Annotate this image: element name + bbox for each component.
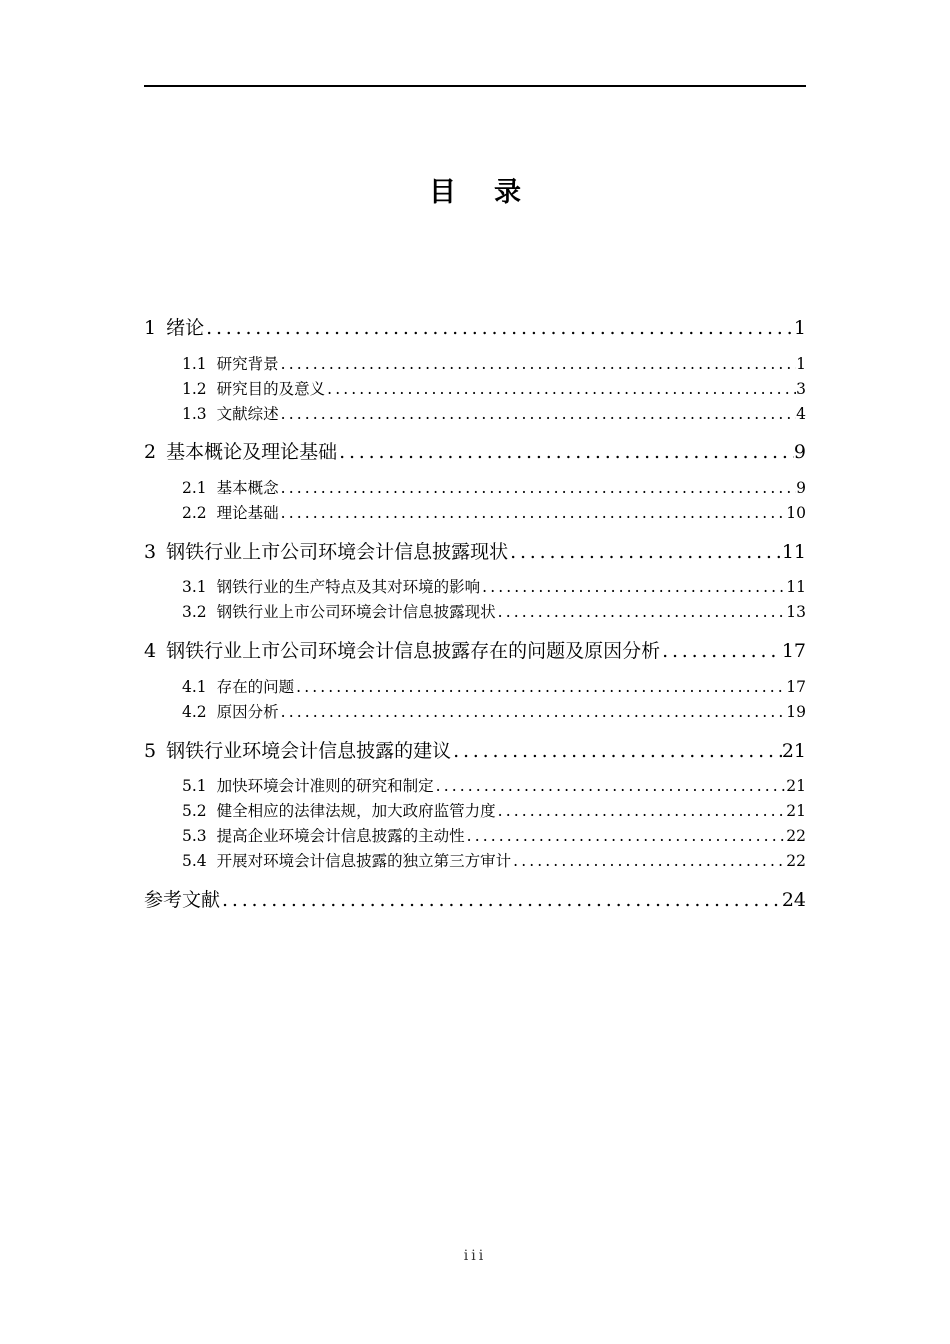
toc-section-number: 2.1: [182, 479, 207, 497]
toc-chapter-number: 3: [144, 541, 157, 563]
toc-page-number: 10: [786, 504, 806, 522]
toc-section-label: 钢铁行业的生产特点及其对环境的影响: [216, 578, 481, 596]
dot-leader: [294, 678, 786, 696]
dot-leader: [220, 889, 782, 911]
toc-page-number: 17: [781, 640, 806, 662]
toc-chapter-number: 5: [144, 740, 157, 762]
title-char-2: 录: [494, 177, 521, 208]
toc-section-5-1[interactable]: [182, 774, 806, 796]
toc-page-number: 13: [786, 603, 806, 621]
dot-leader: [325, 380, 796, 398]
toc-section-number: 4.2: [182, 703, 207, 721]
toc-section-3-2[interactable]: [182, 600, 806, 622]
toc-section-3-1[interactable]: [182, 575, 806, 597]
toc-section-1-1[interactable]: [182, 352, 806, 374]
header-rule: [144, 85, 806, 87]
toc-section-2-1[interactable]: [182, 476, 806, 498]
toc-section-label: 文献综述: [216, 405, 279, 423]
dot-leader: [279, 405, 796, 423]
toc-page-number: 11: [786, 578, 806, 596]
toc-section-label: 钢铁行业上市公司环境会计信息披露现状: [216, 603, 496, 621]
toc-section-number: 5.2: [182, 802, 207, 820]
dot-leader: [204, 317, 794, 339]
toc-chapter-2[interactable]: [144, 437, 806, 464]
toc-section-label: 健全相应的法律法规，加大政府监管力度: [216, 802, 496, 820]
dot-leader: [337, 441, 794, 463]
dot-leader: [279, 504, 787, 522]
dot-leader: [279, 479, 796, 497]
toc-section-label: 研究目的及意义: [216, 380, 326, 398]
toc-section-4-1[interactable]: [182, 675, 806, 697]
toc-chapter-label: 钢铁行业上市公司环境会计信息披露存在的问题及原因分析: [166, 640, 661, 662]
dot-leader: [511, 852, 786, 870]
dot-leader: [279, 703, 787, 721]
toc-section-label: 存在的问题: [216, 678, 295, 696]
toc-page-number: 21: [786, 777, 806, 795]
toc-page-number: 24: [781, 889, 806, 911]
toc-section-label: 研究背景: [216, 355, 279, 373]
dot-leader: [434, 777, 787, 795]
toc-section-1-3[interactable]: [182, 402, 806, 424]
dot-leader: [465, 827, 787, 845]
dot-leader: [451, 740, 782, 762]
toc-page-number: 1: [793, 317, 806, 339]
toc-page-number: 9: [796, 479, 806, 497]
dot-leader: [508, 541, 782, 563]
toc-chapter-number: 4: [144, 640, 157, 662]
toc-section-number: 3.2: [182, 603, 207, 621]
toc-chapter-5[interactable]: [144, 736, 806, 763]
toc-section-label: 理论基础: [216, 504, 279, 522]
dot-leader: [480, 578, 786, 596]
toc-section-label: 基本概念: [216, 479, 279, 497]
toc-page-number: 17: [786, 678, 806, 696]
page-title: [0, 170, 950, 209]
toc-page-number: 11: [781, 541, 806, 563]
toc-section-1-2[interactable]: [182, 377, 806, 399]
toc-section-2-2[interactable]: [182, 501, 806, 523]
toc-chapter-label: 绪论: [166, 317, 205, 339]
toc-section-number: 1.2: [182, 380, 207, 398]
toc-page-number: 4: [796, 405, 806, 423]
toc-chapter-4[interactable]: [144, 636, 806, 663]
toc-references-label: 参考文献: [144, 889, 221, 911]
toc-page-number: 21: [786, 802, 806, 820]
toc-section-number: 1.1: [182, 355, 207, 373]
toc-section-number: 4.1: [182, 678, 207, 696]
toc-page-number: 22: [786, 852, 806, 870]
toc-page-number: 3: [796, 380, 806, 398]
toc-section-label: 加快环境会计准则的研究和制定: [216, 777, 434, 795]
page-number-footer: iii: [463, 1248, 487, 1264]
toc-section-number: 2.2: [182, 504, 207, 522]
toc-references[interactable]: [144, 885, 806, 912]
toc-page-number: 9: [793, 441, 806, 463]
toc-page-number: 1: [796, 355, 806, 373]
toc-section-number: 5.1: [182, 777, 207, 795]
toc-page-number: 22: [786, 827, 806, 845]
toc-page-number: 19: [786, 703, 806, 721]
dot-leader: [660, 640, 782, 662]
toc-section-number: 5.4: [182, 852, 207, 870]
toc-section-5-3[interactable]: [182, 824, 806, 846]
toc-section-label: 开展对环境会计信息披露的独立第三方审计: [216, 852, 512, 870]
title-char-1: 目: [429, 177, 456, 208]
toc-section-number: 1.3: [182, 405, 207, 423]
toc-section-label: 原因分析: [216, 703, 279, 721]
toc-chapter-label: 钢铁行业上市公司环境会计信息披露现状: [166, 541, 509, 563]
toc-section-number: 5.3: [182, 827, 207, 845]
toc-section-4-2[interactable]: [182, 700, 806, 722]
toc-section-label: 提高企业环境会计信息披露的主动性: [216, 827, 465, 845]
toc-page-number: 21: [781, 740, 806, 762]
toc-section-5-4[interactable]: [182, 849, 806, 871]
toc-section-number: 3.1: [182, 578, 207, 596]
toc-chapter-label: 钢铁行业环境会计信息披露的建议: [166, 740, 452, 762]
toc-chapter-label: 基本概论及理论基础: [166, 441, 338, 463]
toc-chapter-3[interactable]: [144, 537, 806, 564]
dot-leader: [496, 802, 787, 820]
toc-section-5-2[interactable]: [182, 799, 806, 821]
dot-leader: [279, 355, 796, 373]
toc-chapter-1[interactable]: [144, 313, 806, 340]
toc-chapter-number: 1: [144, 317, 157, 339]
dot-leader: [496, 603, 787, 621]
toc-chapter-number: 2: [144, 441, 157, 463]
